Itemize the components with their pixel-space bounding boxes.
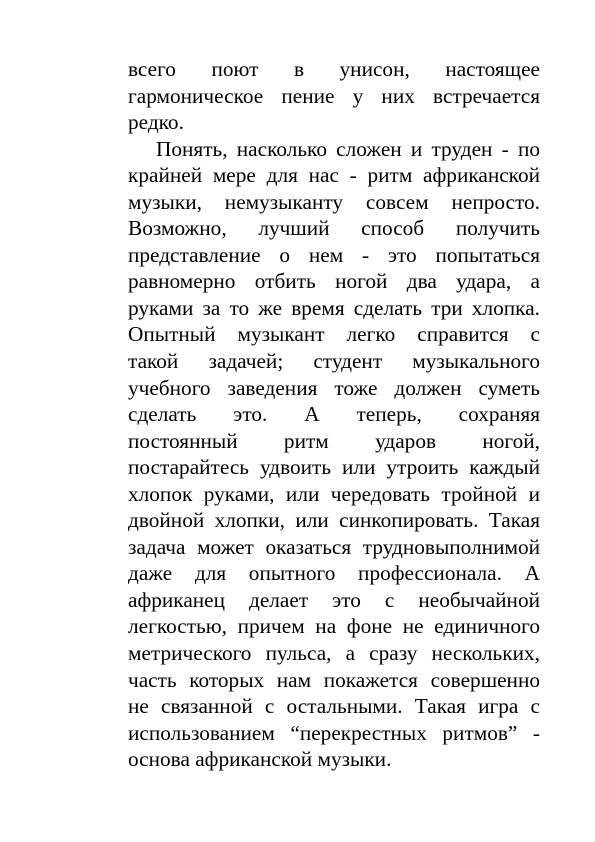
text-line: африканец делает это с необычайной — [128, 587, 540, 612]
text-line: руками за то же время сделать три хлопка. — [128, 295, 540, 320]
text-line: легкостью, причем на фоне не единичного — [128, 614, 540, 639]
text-line: представление о нем - это попытаться — [128, 242, 540, 267]
text-line: такой задачей; студент музыкального — [128, 349, 540, 374]
text-line: постарайтесь удвоить или утроить каждый — [128, 455, 540, 480]
text-line: Возможно, лучший способ получить — [128, 216, 540, 241]
text-line: часть которых нам покажется совершенно — [128, 667, 540, 692]
text-line: учебного заведения тоже должен суметь — [128, 375, 540, 400]
text-line: всего поют в унисон, настоящее — [128, 57, 540, 81]
text-line: Понять, насколько сложен и труден - по — [156, 136, 540, 161]
text-line: задача может оказаться трудновыполнимой — [128, 534, 540, 559]
text-line: двойной хлопки, или синкопировать. Такая — [128, 508, 540, 533]
body-text — [128, 56, 540, 773]
text-line: редко. — [128, 110, 184, 135]
text-line: основа африканской музыки. — [128, 747, 392, 772]
text-line: даже для опытного профессионала. А — [128, 561, 540, 586]
text-line: хлопок руками, или чередовать тройной и — [128, 481, 540, 506]
text-line: сделать это. А теперь, сохраняя — [128, 402, 540, 427]
text-line: крайней мере для нас - ритм африканской — [128, 163, 540, 188]
text-line: гармоническое пение у них встречается — [128, 83, 540, 108]
text-line: метрического пульса, а сразу нескольких, — [128, 641, 540, 666]
text-line: музыки, немузыканту совсем непросто. — [128, 189, 540, 214]
text-line: не связанной с остальными. Такая игра с — [128, 694, 540, 719]
text-line: постоянный ритм ударов ногой, — [128, 428, 540, 453]
text-line: использованием “перекрестных ритмов” - — [128, 720, 540, 745]
text-line: равномерно отбить ногой два удара, а — [128, 269, 540, 294]
text-line: Опытный музыкант легко справится с — [128, 322, 540, 347]
